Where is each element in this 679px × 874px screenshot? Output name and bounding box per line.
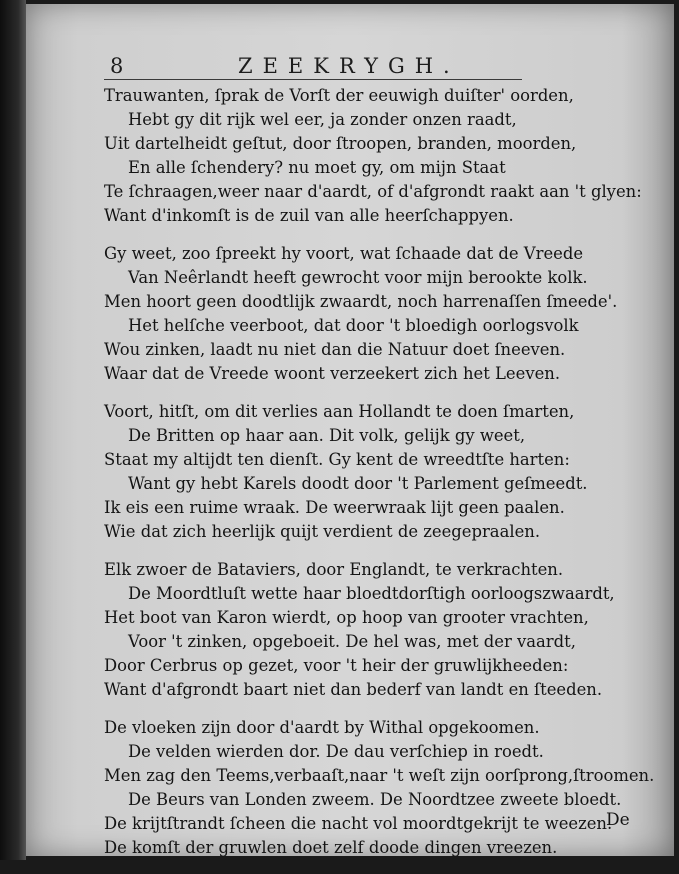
verse-line: Te ſchraagen,weer naar d'aardt, of d'afgrondt raakt aan 't glyen:	[104, 180, 664, 204]
verse-line: Elk zwoer de Bataviers, door Englandt, te verkrachten.	[104, 558, 664, 582]
book-spine-shadow	[0, 0, 26, 860]
running-head: ZEEKRYGH.	[238, 54, 460, 78]
verse-line: Voort, hitſt, om dit verlies aan Hollandt te doen ſmarten,	[104, 400, 664, 424]
verse-line: Wie dat zich heerlijk quijt verdient de zeegepraalen.	[104, 520, 664, 544]
verse-line: De Beurs van Londen zweem. De Noordtzee zweete bloedt.	[104, 788, 664, 812]
verse-line: De Britten op haar aan. Dit volk, gelijk gy weet,	[104, 424, 664, 448]
verse-line: Want d'inkomſt is de zuil van alle heerſchappyen.	[104, 204, 664, 228]
verse-line: Van Neêrlandt heeft gewrocht voor mijn berookte kolk.	[104, 266, 664, 290]
stanza	[104, 400, 664, 544]
catchword: De	[606, 810, 630, 830]
verse-line: Door Cerbrus op gezet, voor 't heir der gruwlijkheeden:	[104, 654, 664, 678]
verse-line: Het helſche veerboot, dat door 't bloedigh oorlogsvolk	[104, 314, 664, 338]
verse-line: De krijtſtrandt ſcheen die nacht vol moordtgekrijt te weezen.	[104, 812, 664, 836]
verse-line: En alle ſchendery? nu moet gy, om mijn Staat	[104, 156, 664, 180]
verse-line: Waar dat de Vreede woont verzeekert zich het Leeven.	[104, 362, 664, 386]
stanza	[104, 558, 664, 702]
stanza	[104, 716, 664, 860]
verse-line: De velden wierden dor. De dau verſchiep in roedt.	[104, 740, 664, 764]
verse-line: Gy weet, zoo ſpreekt hy voort, wat ſchaade dat de Vreede	[104, 242, 664, 266]
verse-line: Hebt gy dit rijk wel eer, ja zonder onzen raadt,	[104, 108, 664, 132]
verse-line: Uit dartelheidt geſtut, door ſtroopen, branden, moorden,	[104, 132, 664, 156]
verse-line: Het boot van Karon wierdt, op hoop van grooter vrachten,	[104, 606, 664, 630]
verse-line: De vloeken zijn door d'aardt by Withal opgekoomen.	[104, 716, 664, 740]
verse-line: Voor 't zinken, opgeboeit. De hel was, met der vaardt,	[104, 630, 664, 654]
verse-line: De Moordtluſt wette haar bloedtdorſtigh oorloogszwaardt,	[104, 582, 664, 606]
verse-line: Trauwanten, ſprak de Vorſt der eeuwigh duiſter' oorden,	[104, 84, 664, 108]
verse-line: Men hoort geen doodtlijk zwaardt, noch harrenaſſen ſmeede'.	[104, 290, 664, 314]
verse-line: Staat my altijdt ten dienſt. Gy kent de wreedtſte harten:	[104, 448, 664, 472]
stanza	[104, 242, 664, 386]
verse-line: Want d'afgrondt baart niet dan bederf van landt en ſteeden.	[104, 678, 664, 702]
verse-line: De komſt der gruwlen doet zelf doode dingen vreezen.	[104, 836, 664, 860]
page-header	[88, 52, 528, 82]
verse-line: Want gy hebt Karels doodt door 't Parlement geſmeedt.	[104, 472, 664, 496]
stanza	[104, 84, 664, 228]
verse-line: Men zag den Teems,verbaaſt,naar 't weſt zijn oorſprong,ſtroomen.	[104, 764, 664, 788]
verse-line: Wou zinken, laadt nu niet dan die Natuur doet ſneeven.	[104, 338, 664, 362]
page-number: 8	[110, 54, 123, 78]
verse-line: Ik eis een ruime wraak. De weerwraak lijt geen paalen.	[104, 496, 664, 520]
poem-text	[104, 84, 664, 874]
header-rule	[104, 79, 522, 80]
